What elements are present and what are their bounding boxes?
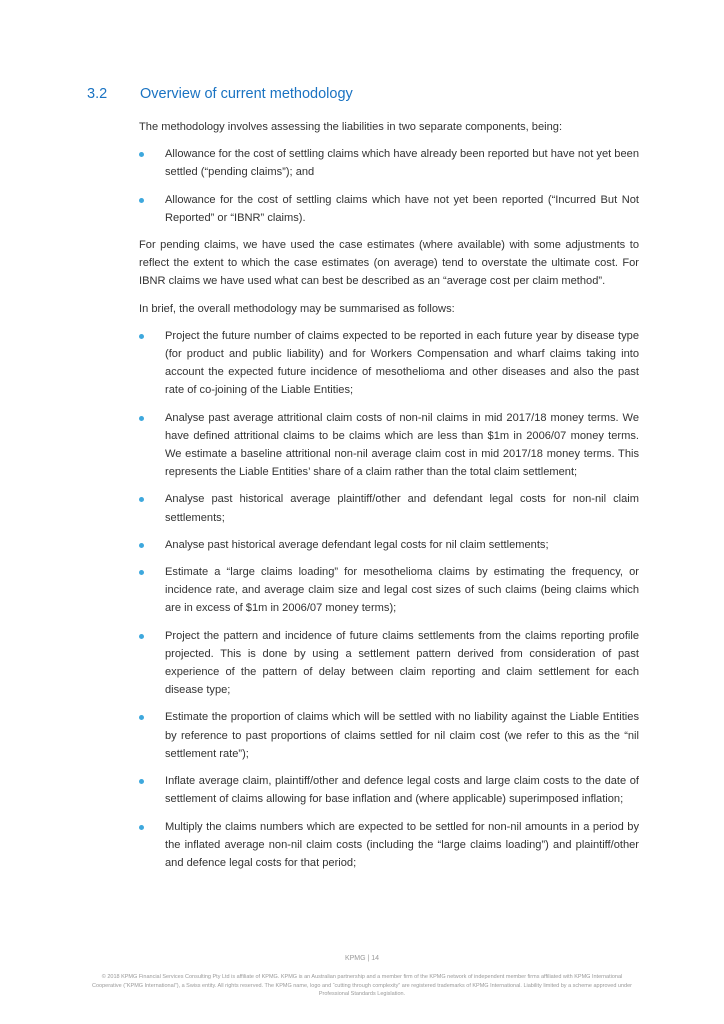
components-list xyxy=(139,145,639,227)
bullet-icon xyxy=(139,779,144,784)
summary-intro-paragraph: In brief, the overall methodology may be summarised as follows: xyxy=(139,302,455,315)
list-item-text: Analyse past historical average defendant legal costs for nil claim settlements; xyxy=(165,538,549,551)
list-item-text: Inflate average claim, plaintiff/other and defence legal costs and large claim costs to the date of settlement of claims allowing for base inflation and (where applicable) superimposed inflation; xyxy=(165,775,639,806)
list-item-text: Estimate the proportion of claims which will be settled with no liability against the Liable Entities by reference to past proportions of claims settled for nil claim cost (we refer to this as the “nil settlement rate”); xyxy=(165,711,639,760)
list-item xyxy=(139,536,639,554)
list-item-text: Analyse past average attritional claim costs of non-nil claims in mid 2017/18 money terms. We have defined attritional claims to be claims which are less than $1m in 2006/07 money terms. We estimate a baseline attritional non-nil average claim cost in mid 2017/18 money terms. This represents the Liable Entities’ share of a claim rather than the total claim settlement; xyxy=(165,411,639,479)
list-item xyxy=(139,708,639,763)
bullet-icon xyxy=(139,543,144,548)
methodology-steps-list xyxy=(139,327,639,872)
bullet-icon xyxy=(139,334,144,339)
page-number: KPMG | 14 xyxy=(344,955,380,962)
bullet-icon xyxy=(139,416,144,421)
section-heading xyxy=(0,86,724,108)
list-item-text: Project the future number of claims expected to be reported in each future year by disease type (for product and public liability) and for Workers Compensation and wharf claims taking into account the expected future incidence of mesothelioma and other diseases and also the past rate of co-joining of the Liable Entities; xyxy=(165,329,639,397)
bullet-icon xyxy=(139,825,144,830)
list-item xyxy=(139,191,639,227)
section-title: Overview of current methodology xyxy=(140,86,353,102)
list-item-text: Project the pattern and incidence of future claims settlements from the claims reporting profile projected. This is done by using a settlement pattern derived from consideration of past experience of the pattern of delay between claim reporting and claim settlement for each disease type; xyxy=(165,629,639,697)
bullet-icon xyxy=(139,198,144,203)
list-item xyxy=(139,327,639,400)
list-item xyxy=(139,409,639,482)
list-item xyxy=(139,818,639,873)
list-item xyxy=(139,627,639,700)
list-item-text: Allowance for the cost of settling claims which have already been reported but have not yet been settled (“pending claims”); and xyxy=(165,148,639,179)
list-item xyxy=(139,490,639,526)
bullet-icon xyxy=(139,634,144,639)
list-item-text: Analyse past historical average plaintiff/other and defendant legal costs for non-nil claim settlements; xyxy=(165,493,639,524)
list-item xyxy=(139,772,639,808)
list-item xyxy=(139,145,639,181)
section-body xyxy=(139,118,639,881)
bullet-icon xyxy=(139,497,144,502)
list-item-text: Allowance for the cost of settling claims which have not yet been reported (“Incurred But Not Reported” or “IBNR” claims). xyxy=(165,193,639,224)
intro-paragraph: The methodology involves assessing the liabilities in two separate components, being: xyxy=(139,121,563,133)
bullet-icon xyxy=(139,715,144,720)
list-item xyxy=(139,563,639,618)
bullet-icon xyxy=(139,570,144,575)
legal-disclaimer: © 2018 KPMG Financial Services Consulting Pty Ltd is affiliate of KPMG. KPMG is an Australian partnership and a member firm of the KPMG network of independent member firms affiliated with KPMG International Cooperative (“KPMG International”), a Swiss entity. All rights reserved. The KPMG name, logo and “cutting through complexity” are registered trademarks of KPMG International. Liability limited by a scheme approved under Professional Standards Legislation. xyxy=(92,974,632,997)
bullet-icon xyxy=(139,152,144,157)
list-item-text: Multiply the claims numbers which are expected to be settled for non-nil amounts in a period by the inflated average non-nil claim costs (including the “large claims loading”) and plaintiff/other and defence legal costs for that period; xyxy=(165,820,639,869)
pending-claims-paragraph: For pending claims, we have used the case estimates (where available) with some adjustments to reflect the extent to which the case estimates (on average) tend to overstate the ultimate cost. For IBNR claims we have used what can best be described as an “average cost per claim method”. xyxy=(139,239,639,288)
section-number: 3.2 xyxy=(87,86,108,102)
list-item-text: Estimate a “large claims loading” for mesothelioma claims by estimating the frequency, or incidence rate, and average claim size and legal cost sizes of such claims (being claims which are in excess of $1m in 2006/07 money terms); xyxy=(165,566,639,615)
